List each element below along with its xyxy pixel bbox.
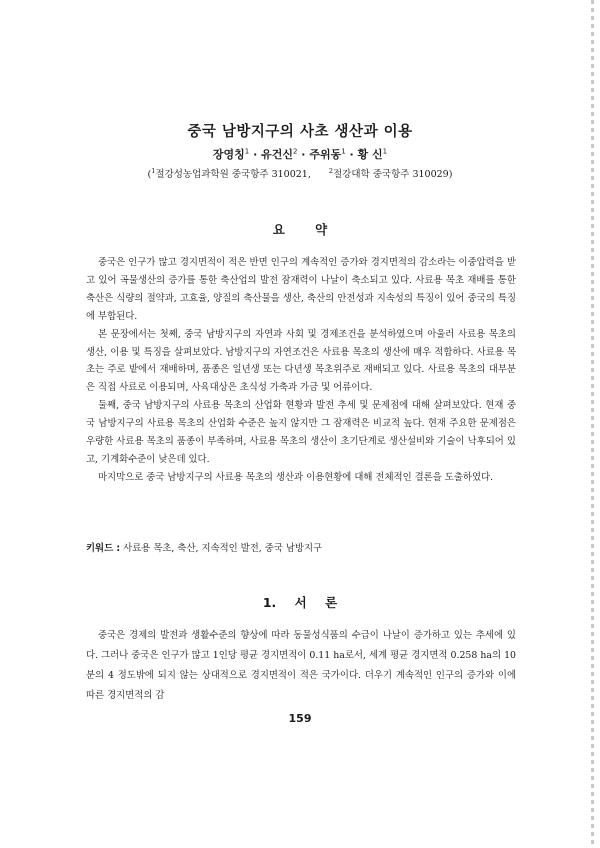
keywords-line: [86, 540, 516, 557]
introduction-paragraph: 중국은 경제의 발전과 생활수준의 향상에 따라 동물성식품의 수급이 나날이 증가하고 있는 추세에 있다. 그러나 중국은 인구가 많고 1인당 평균 경지면적이 0.11 ha로서, 세계 평균 경지면적 0.258 ha의 10분의 4 정도밖에 되지 않는 상대적으로 경지면적이 적은 국가이다. 더우기 계속적인 인구의 증가와 이에 따른 경지면적의 감: [86, 630, 516, 701]
affiliation-text: 절강대학 중국항주 310029): [333, 169, 453, 180]
author-name: 장영칭: [212, 148, 245, 161]
author-separator: ·: [249, 148, 262, 161]
section-heading-introduction: 1. 서 론: [262, 595, 338, 610]
abstract-paragraph: 중국은 인구가 많고 경지면적이 적은 반면 인구의 계속적인 증가와 경지면적의 감소라는 이중압력을 받고 있어 곡물생산의 증가를 통한 축산업의 발전 잠재력이 나날이 축소되고 있다. 사료용 목초 재배를 통한 축산은 식량의 절약과, 고효율, 양질의 축산물을 생산, 축산의 안전성과 지속성의 특징이 있어 중국의 특징에 부합된다.: [86, 257, 516, 322]
abstract-heading: 요 약: [272, 222, 328, 237]
author-affiliation-mark: 1: [382, 147, 388, 156]
affiliation-open-paren: (: [147, 169, 152, 180]
scan-edge-marks: [591, 0, 594, 848]
author-name: 황 신: [357, 148, 383, 161]
abstract-body: [86, 254, 516, 487]
author-affiliation-mark: 1: [341, 147, 346, 156]
affiliation-mark: 2: [328, 166, 333, 175]
abstract-paragraph: 마지막으로 중국 남방지구의 사료용 목초의 생산과 이용현황에 대해 전체적인 결론을 도출하였다.: [98, 471, 494, 483]
author-separator: ·: [345, 148, 358, 161]
author-separator: ·: [297, 148, 310, 161]
author-affiliation-mark: 2: [293, 147, 298, 156]
author-name: 유건신: [261, 148, 293, 161]
keywords-text: 사료용 목초, 축산, 지속적인 발전, 중국 남방지구: [123, 543, 323, 554]
abstract-paragraph: 본 문장에서는 첫째, 중국 남방지구의 자연과 사회 및 경제조건을 분석하였으며 아울러 사료용 목초의 생산, 이용 및 특징을 살펴보았다. 남방지구의 자연조건은 사료용 목초의 생산에 매우 적합하다. 사료용 목초는 주로 밭에서 재배하며, 품종은 일년생 또는 다년생 목초위주로 재배되고 있다. 사료용 목초의 대부분은 직접 사료로 이용되며, 사육대상은 초식성 가축과 가금 및 어류이다.: [86, 328, 516, 394]
keywords-label: 키워드 :: [86, 543, 121, 554]
author-list: [0, 146, 600, 162]
author-name: 주위동: [309, 148, 342, 161]
page-number: 159: [288, 712, 312, 725]
paper-title: 중국 남방지구의 사초 생산과 이용: [187, 124, 413, 140]
affiliation-text: 절강성농업과학원 중국항주 310021,: [155, 169, 311, 180]
author-affiliation-mark: 1: [244, 147, 250, 156]
affiliations: [0, 166, 600, 180]
abstract-paragraph: 둘째, 중국 남방지구의 사료용 목초의 산업화 현황과 발전 추세 및 문제점에 대해 살펴보았다. 현재 중국 남방지구의 사료용 목초의 산업화 수준은 높지 않지만 그 잠재력은 비교적 높다. 현재 주요한 문제점은 우량한 사료용 목초의 품종이 부족하며, 사료용 목초의 생산이 초기단계로 생산설비와 기술이 낙후되어 있고, 기계화수준이 낮은데 있다.: [86, 400, 516, 465]
affiliation-mark: 1: [151, 166, 156, 175]
introduction-body: [86, 626, 516, 706]
